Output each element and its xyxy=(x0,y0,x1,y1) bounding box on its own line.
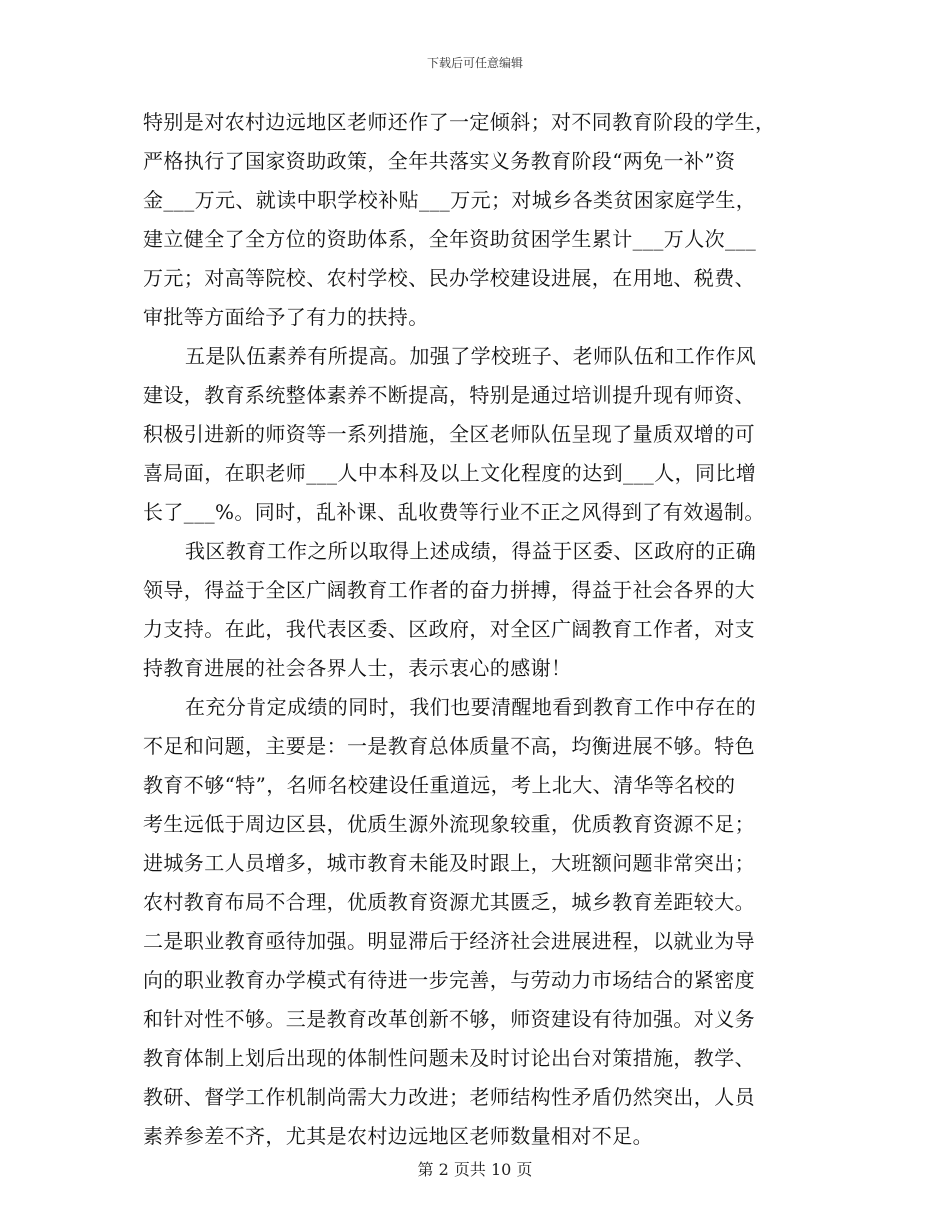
text-line: 教育不够“特”，名师名校建设任重道远，考上北大、清华等名校的 xyxy=(143,773,736,797)
text-line: 积极引进新的师资等一系列措施，全区老师队伍呈现了量质双增的可 xyxy=(143,422,755,446)
text-line: 领导，得益于全区广阔教育工作者的奋力拼搏，得益于社会各界的大 xyxy=(143,578,755,602)
text-line: 和针对性不够。三是教育改革创新不够，师资建设有待加强。对义务 xyxy=(143,1007,755,1031)
text-line: 建立健全了全方位的资助体系，全年资助贫困学生累计___万人次___ xyxy=(143,227,757,251)
body-text xyxy=(143,103,807,1156)
text-line: 向的职业教育办学模式有待进一步完善，与劳动力市场结合的紧密度 xyxy=(143,968,755,992)
page-number: 第 2 页共 10 页 xyxy=(417,1160,533,1179)
text-line: 教研、督学工作机制尚需大力改进；老师结构性矛盾仍然突出，人员 xyxy=(143,1085,755,1109)
text-line: 长了___%。同时，乱补课、乱收费等行业不正之风得到了有效遏制。 xyxy=(143,500,765,524)
text-line: 金___万元、就读中职学校补贴___万元；对城乡各类贫困家庭学生， xyxy=(143,188,757,212)
text-line: 持教育进展的社会各界人士，表示衷心的感谢！ xyxy=(143,656,572,680)
text-line: 力支持。在此，我代表区委、区政府，对全区广阔教育工作者，对支 xyxy=(143,617,755,641)
text-line: 不足和问题，主要是：一是教育总体质量不高，均衡进展不够。特色 xyxy=(143,734,755,758)
text-line: 特别是对农村边远地区老师还作了一定倾斜；对不同教育阶段的学生， xyxy=(143,110,776,134)
paragraph-start-line: 五是队伍素养有所提高。加强了学校班子、老师队伍和工作作风 xyxy=(185,344,757,368)
text-line: 二是职业教育亟待加强。明显滞后于经济社会进展进程，以就业为导 xyxy=(143,929,755,953)
text-line: 进城务工人员增多，城市教育未能及时跟上，大班额问题非常突出； xyxy=(143,851,755,875)
paragraph-start-line: 在充分肯定成绩的同时，我们也要清醒地看到教育工作中存在的 xyxy=(185,695,757,719)
text-line: 农村教育布局不合理，优质教育资源尤其匮乏，城乡教育差距较大。 xyxy=(143,890,755,914)
text-line: 建设，教育系统整体素养不断提高，特别是通过培训提升现有师资、 xyxy=(143,383,755,407)
text-line: 考生远低于周边区县，优质生源外流现象较重，优质教育资源不足； xyxy=(143,812,755,836)
text-line: 审批等方面给予了有力的扶持。 xyxy=(143,305,429,329)
paragraph-start-line: 我区教育工作之所以取得上述成绩，得益于区委、区政府的正确 xyxy=(185,539,757,563)
text-line: 严格执行了国家资助政策，全年共落实义务教育阶段“两免一补”资 xyxy=(143,149,736,173)
text-line: 素养参差不齐，尤其是农村边远地区老师数量相对不足。 xyxy=(143,1124,653,1148)
text-line: 教育体制上划后出现的体制性问题未及时讨论出台对策措施，教学、 xyxy=(143,1046,755,1070)
page-header: 下载后可任意编辑 xyxy=(426,56,523,70)
text-line: 喜局面，在职老师___人中本科及以上文化程度的达到___人，同比增 xyxy=(143,461,757,485)
text-line: 万元；对高等院校、农村学校、民办学校建设进展，在用地、税费、 xyxy=(143,266,755,290)
